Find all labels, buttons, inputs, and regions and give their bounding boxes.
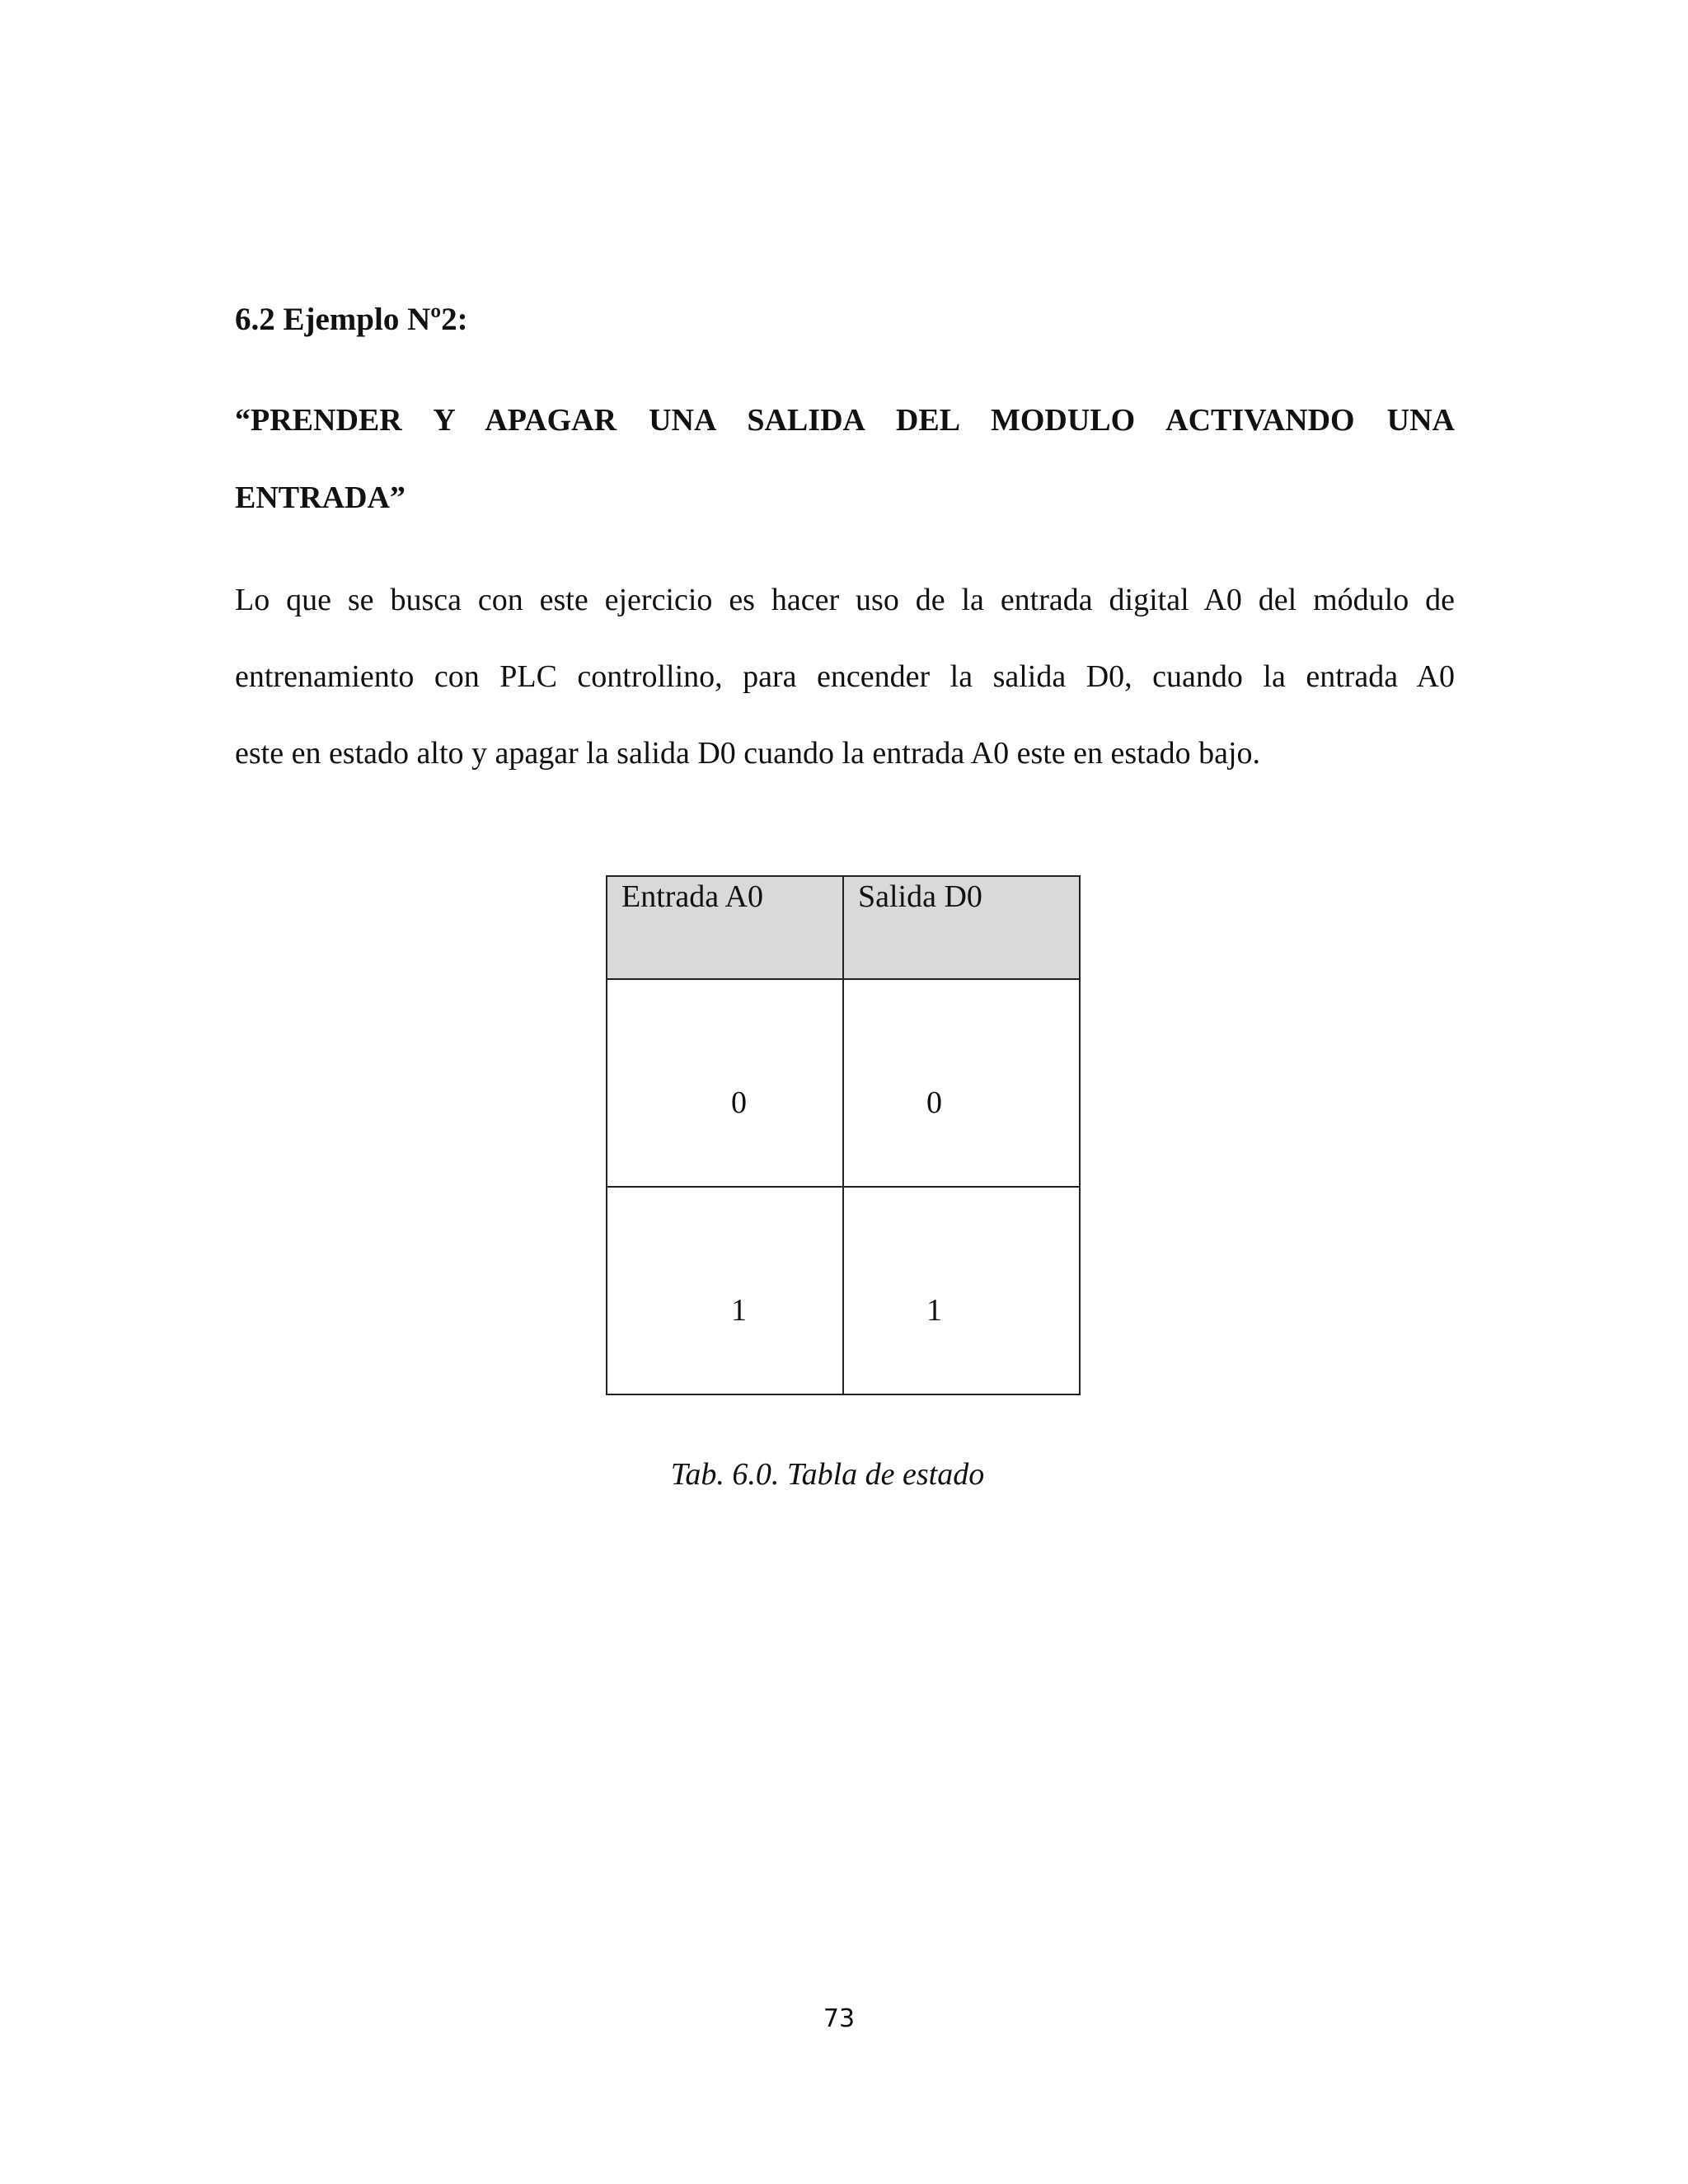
paragraph-line-2: entrenamiento con PLC controllino, para encender la salida D0, cuando la entrada A0 xyxy=(235,659,1455,694)
table-header-salida: Salida D0 xyxy=(843,876,1080,979)
state-table xyxy=(606,875,1081,1395)
table-header-row xyxy=(607,876,1080,979)
description-paragraph xyxy=(235,577,1455,807)
page-number: 73 xyxy=(823,2004,856,2033)
table-cell xyxy=(607,979,843,1187)
cell-value-entrada: 0 xyxy=(731,1085,747,1120)
paragraph-line-3: este en estado alto y apagar la salida D0 cuando la entrada A0 este en estado bajo. xyxy=(235,736,1261,771)
example-title xyxy=(235,397,1455,552)
paragraph-line-1: Lo que se busca con este ejercicio es hacer uso de la entrada digital A0 del módulo de xyxy=(235,583,1455,617)
table-cell xyxy=(843,1187,1080,1394)
cell-value-salida: 1 xyxy=(926,1293,942,1328)
example-title-line-1: “PRENDER Y APAGAR UNA SALIDA DEL MODULO ACTIVANDO UNA xyxy=(235,403,1455,438)
section-heading: 6.2 Ejemplo Nº2: xyxy=(235,302,468,337)
cell-value-salida: 0 xyxy=(926,1085,942,1120)
table-caption: Tab. 6.0. Tabla de estado xyxy=(670,1457,985,1492)
table-row xyxy=(607,1187,1080,1394)
table-row xyxy=(607,979,1080,1187)
cell-value-entrada: 1 xyxy=(731,1293,747,1328)
example-title-line-2: ENTRADA” xyxy=(235,480,406,515)
table-header-entrada: Entrada A0 xyxy=(607,876,843,979)
table-cell xyxy=(607,1187,843,1394)
table-cell xyxy=(843,979,1080,1187)
